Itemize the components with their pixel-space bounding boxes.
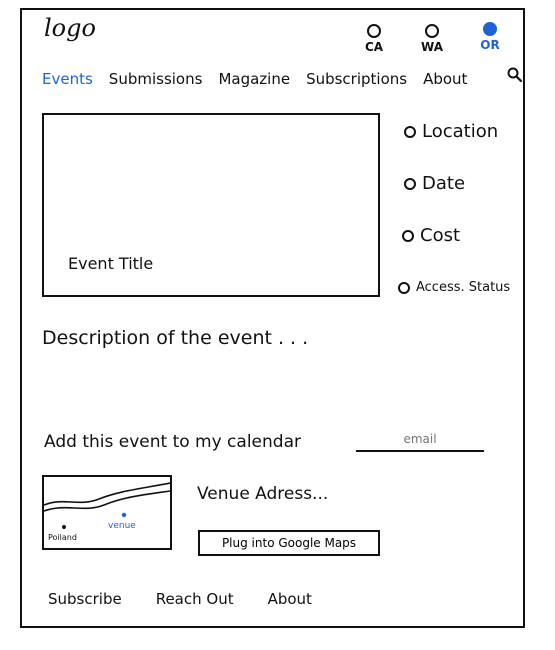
map-graphic [44,477,170,548]
radio-icon [402,230,414,242]
venue-map[interactable] [42,475,172,550]
map-venue-label: venue [108,521,136,531]
radio-icon [398,282,410,294]
nav-about[interactable]: About [423,70,468,88]
footer-about[interactable]: About [267,590,312,608]
footer [48,590,312,608]
nav-events[interactable]: Events [42,70,93,88]
calendar-label: Add this event to my calendar [44,432,301,452]
option-label: Access. Status [416,280,511,295]
region-label: WA [421,40,443,54]
logo[interactable]: logo [44,14,96,42]
option-location[interactable] [404,121,498,142]
nav-subscriptions[interactable]: Subscriptions [306,70,408,88]
footer-subscribe[interactable]: Subscribe [48,590,122,608]
option-cost[interactable] [402,225,460,246]
nav-submissions[interactable]: Submissions [108,70,203,88]
region-or[interactable] [472,22,508,52]
option-label: Cost [420,225,461,246]
region-label: CA [364,40,384,54]
region-ca[interactable] [356,24,392,54]
radio-icon [367,24,381,38]
option-date[interactable] [404,173,465,194]
nav-magazine[interactable]: Magazine [218,70,291,88]
event-description: Description of the event . . . [42,327,309,349]
email-field[interactable] [356,428,484,452]
radio-icon [425,24,439,38]
option-access-status[interactable] [398,280,510,295]
event-image [42,113,380,297]
main-nav [42,70,467,88]
radio-icon [404,126,416,138]
region-wa[interactable] [414,24,450,54]
map-origin-label: Poiland [48,533,77,542]
venue-address: Venue Adress... [197,484,329,504]
search-icon[interactable] [506,66,524,84]
google-maps-button[interactable]: Plug into Google Maps [198,530,380,556]
footer-reach-out[interactable]: Reach Out [155,590,234,608]
event-title: Event Title [68,254,154,273]
option-label: Location [422,121,499,142]
radio-selected-icon [483,22,497,36]
radio-icon [404,178,416,190]
option-label: Date [422,173,466,194]
region-label: OR [480,38,500,52]
